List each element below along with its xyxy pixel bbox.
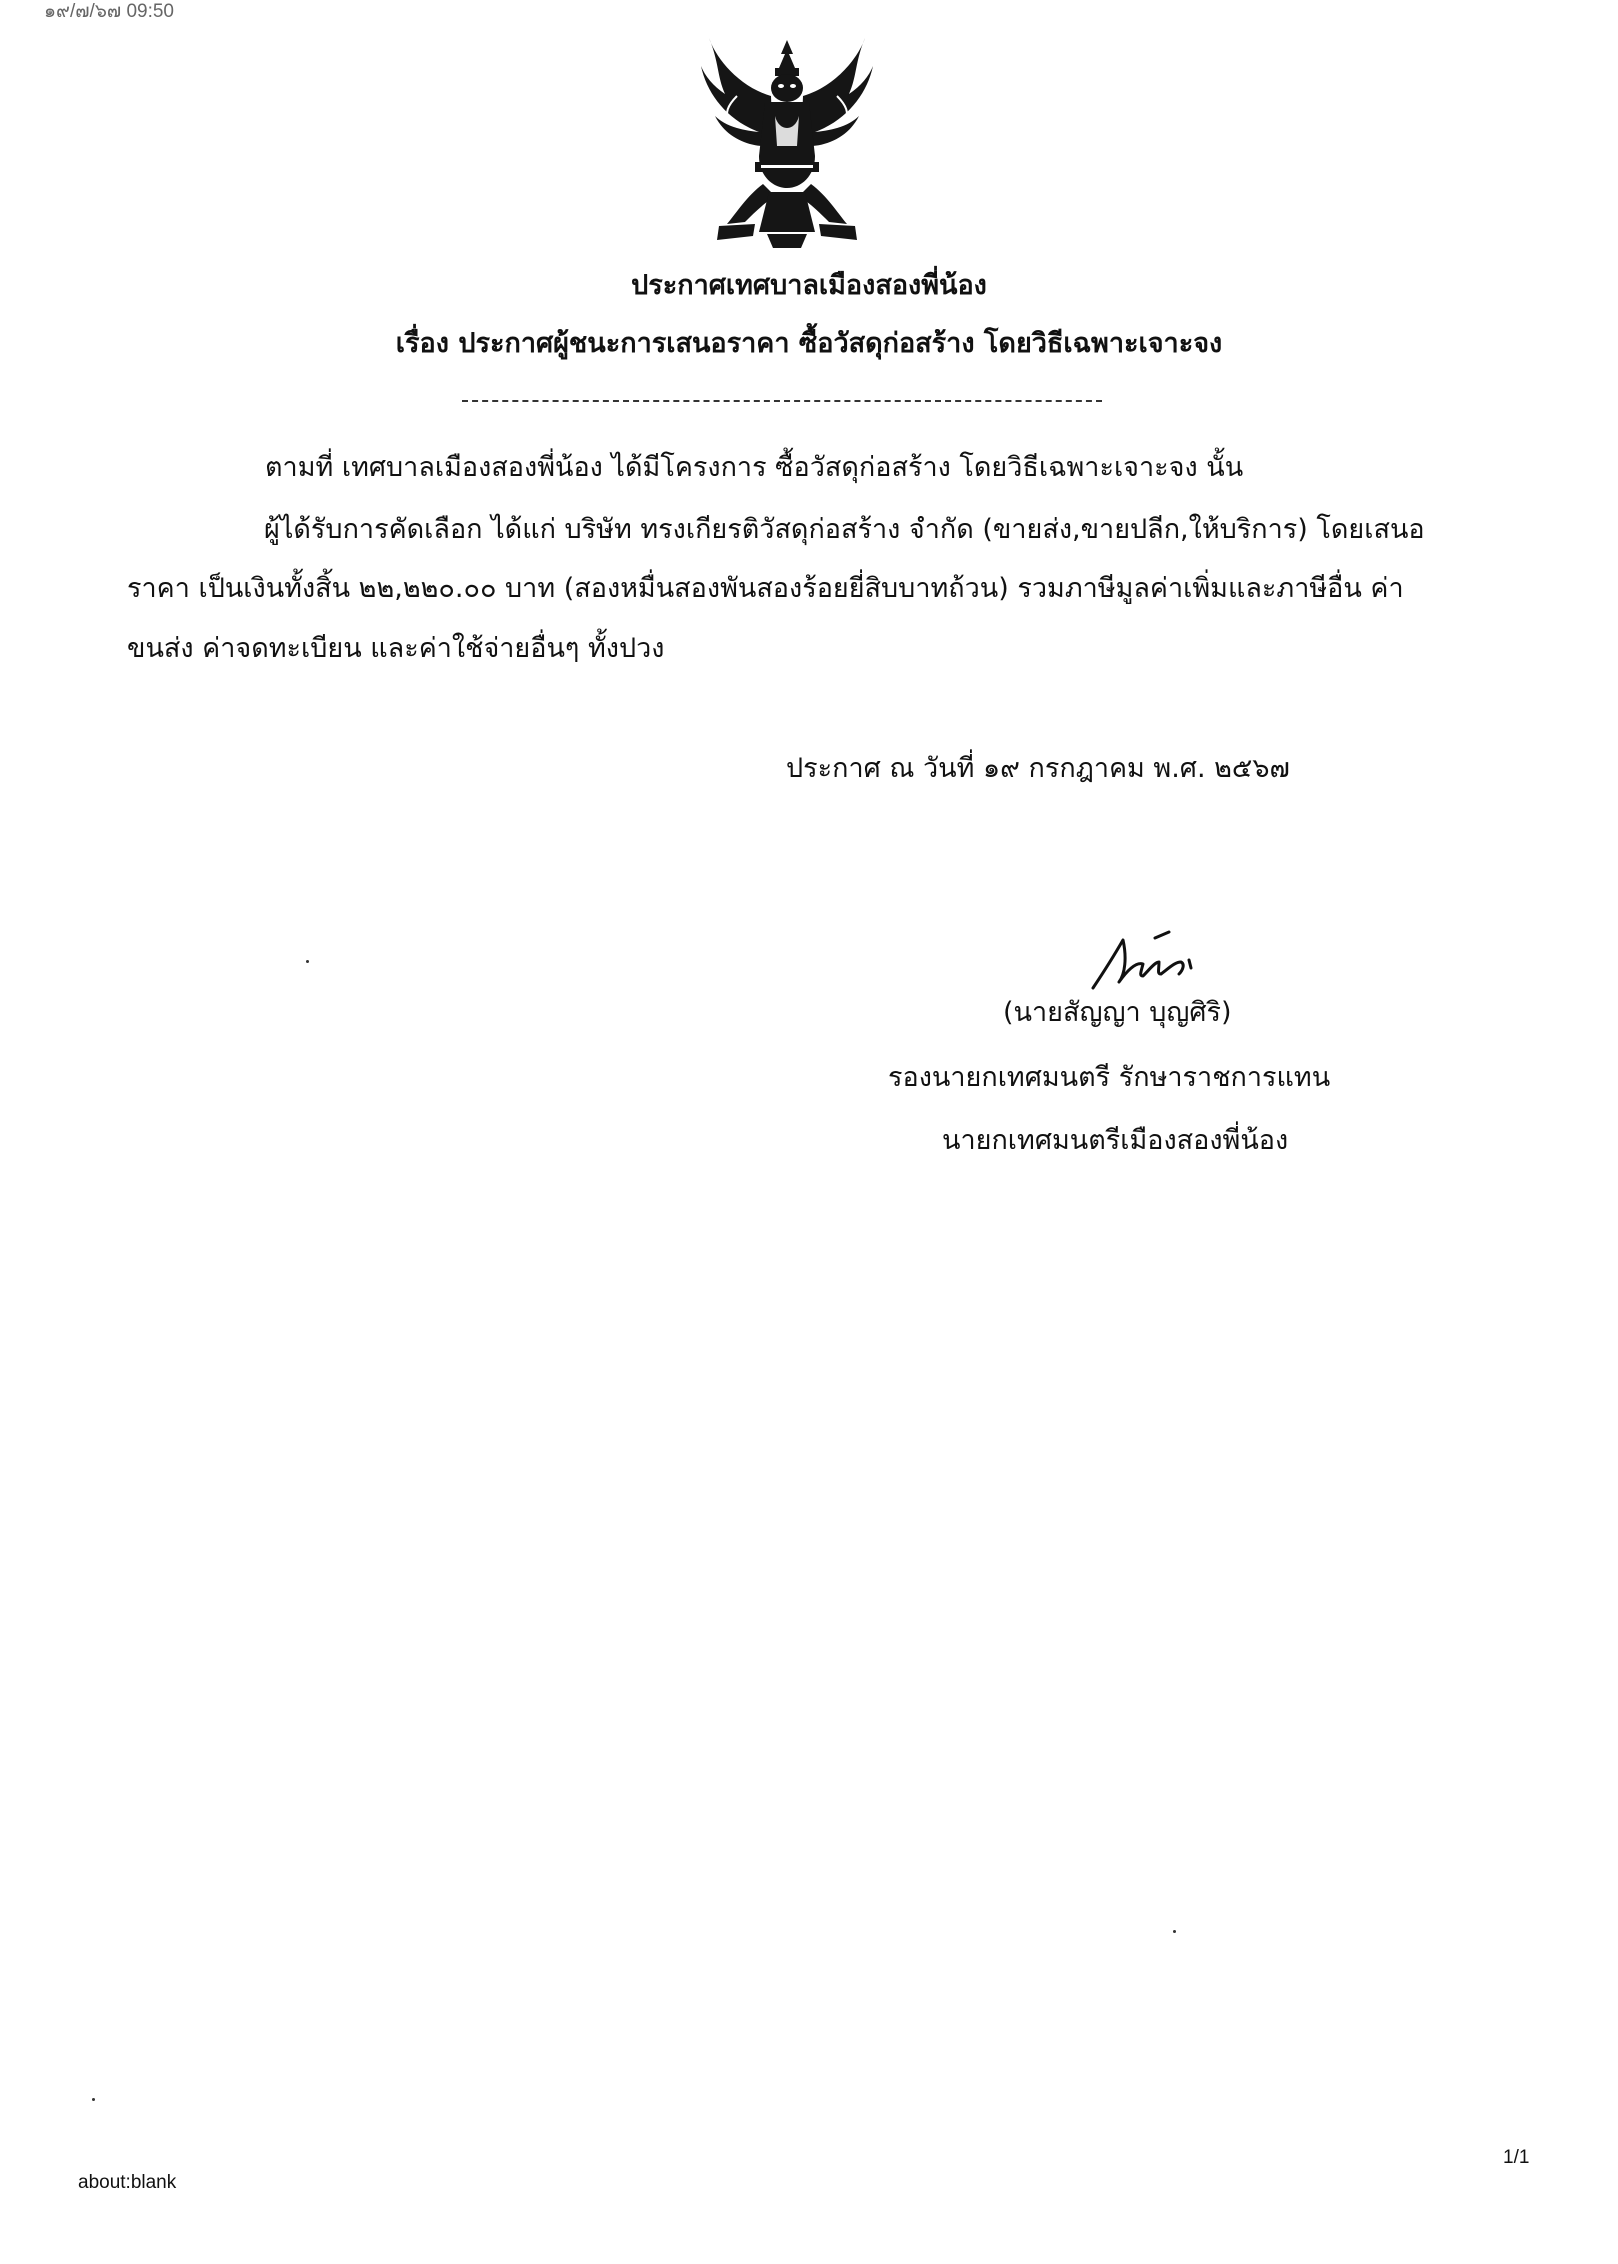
signer-position-1: รองนายกเทศมนตรี รักษาราชการแทน [888, 1062, 1331, 1093]
garuda-emblem-icon [697, 36, 877, 248]
dashed-divider [462, 400, 1102, 402]
handwritten-signature [1085, 918, 1215, 998]
signer-position-2: นายกเทศมนตรีเมืองสองพี่น้อง [942, 1125, 1289, 1156]
paragraph-line-4: ขนส่ง ค่าจดทะเบียน และค่าใช้จ่ายอื่นๆ ทั้งปวง [127, 633, 665, 664]
announcement-title: ประกาศเทศบาลเมืองสองพี่น้อง [631, 270, 987, 301]
paragraph-line-1: ตามที่ เทศบาลเมืองสองพี่น้อง ได้มีโครงการ ซื้อวัสดุก่อสร้าง โดยวิธีเฉพาะเจาะจง นั้น [265, 452, 1244, 483]
paragraph-line-3: ราคา เป็นเงินทั้งสิ้น ๒๒,๒๒๐.๐๐ บาท (สองหมื่นสองพันสองร้อยยี่สิบบาทถ้วน) รวมภาษีมูลค่าเพิ่มและภาษีอื่น ค่า [127, 573, 1404, 604]
announcement-date: ประกาศ ณ วันที่ ๑๙ กรกฎาคม พ.ศ. ๒๕๖๗ [786, 753, 1290, 784]
print-timestamp: ๑๙/๗/๖๗ 09:50 [44, 1, 174, 22]
signer-name: (นายสัญญา บุญศิริ) [1003, 997, 1232, 1028]
footer-url: about:blank [78, 2172, 177, 2193]
announcement-subject: เรื่อง ประกาศผู้ชนะการเสนอราคา ซื้อวัสดุก่อสร้าง โดยวิธีเฉพาะเจาะจง [395, 328, 1223, 359]
scan-speck [306, 960, 309, 963]
scan-speck [1173, 1930, 1176, 1933]
scan-speck [92, 2098, 95, 2101]
paragraph-line-2: ผู้ได้รับการคัดเลือก ได้แก่ บริษัท ทรงเกียรติวัสดุก่อสร้าง จำกัด (ขายส่ง,ขายปลีก,ให้บริการ) โดยเสนอ [264, 514, 1425, 545]
footer-page-number: 1/1 [1503, 2147, 1530, 2168]
